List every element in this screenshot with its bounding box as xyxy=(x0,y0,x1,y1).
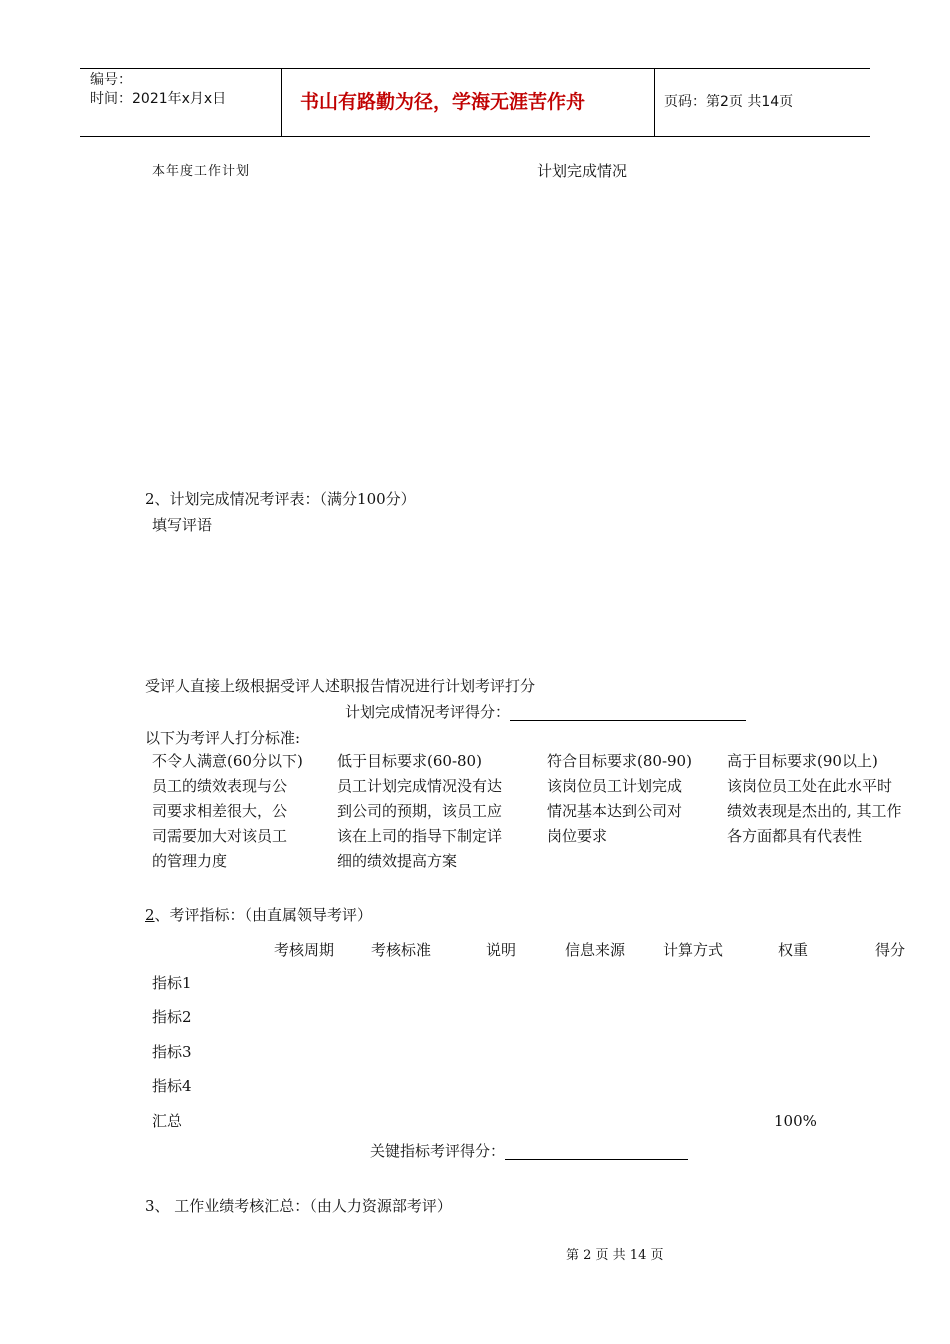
criteria-line: 岗位要求 xyxy=(547,827,608,845)
criteria-above-target xyxy=(727,749,932,849)
criteria-line: 司要求相差很大，公 xyxy=(152,802,288,820)
plan-col-completion: 计划完成情况 xyxy=(537,162,628,180)
criteria-line: 情况基本达到公司对 xyxy=(547,802,683,820)
section-kpi-title xyxy=(145,906,372,924)
kpi-total-weight: 100% xyxy=(774,1112,817,1130)
criteria-line: 该岗位员工计划完成 xyxy=(547,777,683,795)
section-kpi-number: 2 xyxy=(145,906,155,924)
criteria-line: 员工的绩效表现与公 xyxy=(152,777,288,795)
kpi-col-weight: 权重 xyxy=(778,941,809,959)
criteria-line: 细的绩效提高方案 xyxy=(337,852,458,870)
kpi-row-label: 指标3 xyxy=(152,1043,192,1061)
criteria-intro: 以下为考评人打分标准: xyxy=(145,729,301,747)
footer-page-number: 第 2 页 共 14 页 xyxy=(566,1248,664,1263)
plan-score-label: 计划完成情况考评得分： xyxy=(345,703,511,721)
supervisor-note: 受评人直接上级根据受评人述职报告情况进行计划考评打分 xyxy=(145,677,536,695)
criteria-line: 该在上司的指导下制定详 xyxy=(337,827,503,845)
kpi-col-calculation: 计算方式 xyxy=(663,941,724,959)
criteria-title: 符合目标要求(80-90) xyxy=(547,752,692,770)
criteria-line: 绩效表现是杰出的, 其工作 xyxy=(727,802,902,820)
kpi-col-standard: 考核标准 xyxy=(371,941,432,959)
plan-col-annual-plan: 本年度工作计划 xyxy=(152,164,251,179)
criteria-line: 的管理力度 xyxy=(152,852,228,870)
criteria-title: 不令人满意(60分以下) xyxy=(152,752,303,770)
criteria-below-target xyxy=(337,749,537,874)
kpi-col-period: 考核周期 xyxy=(274,941,335,959)
kpi-col-description: 说明 xyxy=(486,941,517,959)
plan-score-input[interactable] xyxy=(510,704,746,721)
criteria-line: 到公司的预期，该员工应 xyxy=(337,802,503,820)
criteria-line: 司需要加大对该员工 xyxy=(152,827,288,845)
header-divider-right xyxy=(654,68,655,136)
header-bottom-rule xyxy=(80,136,870,137)
kpi-score-label: 关键指标考评得分： xyxy=(370,1142,506,1160)
criteria-title: 低于目标要求(60-80) xyxy=(337,752,482,770)
section-plan-title: 2、计划完成情况考评表：（满分100分） xyxy=(145,490,416,508)
kpi-row-label: 指标2 xyxy=(152,1008,192,1026)
kpi-col-source: 信息来源 xyxy=(565,941,626,959)
plan-score-row xyxy=(345,703,746,721)
kpi-row-label: 指标1 xyxy=(152,974,192,992)
kpi-score-row xyxy=(370,1142,688,1160)
header-page-info: 页码：第2页 共14页 xyxy=(664,94,794,110)
time-label: 时间：2021年x月x日 xyxy=(90,91,227,107)
criteria-unsatisfactory xyxy=(152,749,322,874)
criteria-line: 各方面都具有代表性 xyxy=(727,827,863,845)
criteria-title: 高于目标要求(90以上) xyxy=(727,752,878,770)
header-divider-left xyxy=(281,68,282,136)
kpi-col-score: 得分 xyxy=(875,941,906,959)
section-kpi-title-text: 、考评指标：（由直属领导考评） xyxy=(154,906,373,924)
serial-label: 编号： xyxy=(90,72,132,88)
criteria-line: 员工计划完成情况没有达 xyxy=(337,777,503,795)
criteria-line: 该岗位员工处在此水平时 xyxy=(727,777,893,795)
kpi-row-label: 指标4 xyxy=(152,1077,192,1095)
header-motto: 书山有路勤为径，学海无涯苦作舟 xyxy=(300,91,586,113)
criteria-meets-target xyxy=(547,749,717,849)
section-summary-title: 3、 工作业绩考核汇总：（由人力资源部考评） xyxy=(145,1197,452,1215)
header-top-rule xyxy=(80,68,870,69)
kpi-score-input[interactable] xyxy=(505,1143,688,1160)
fill-comment-label: 填写评语 xyxy=(152,516,213,534)
kpi-row-total-label: 汇总 xyxy=(152,1112,183,1130)
